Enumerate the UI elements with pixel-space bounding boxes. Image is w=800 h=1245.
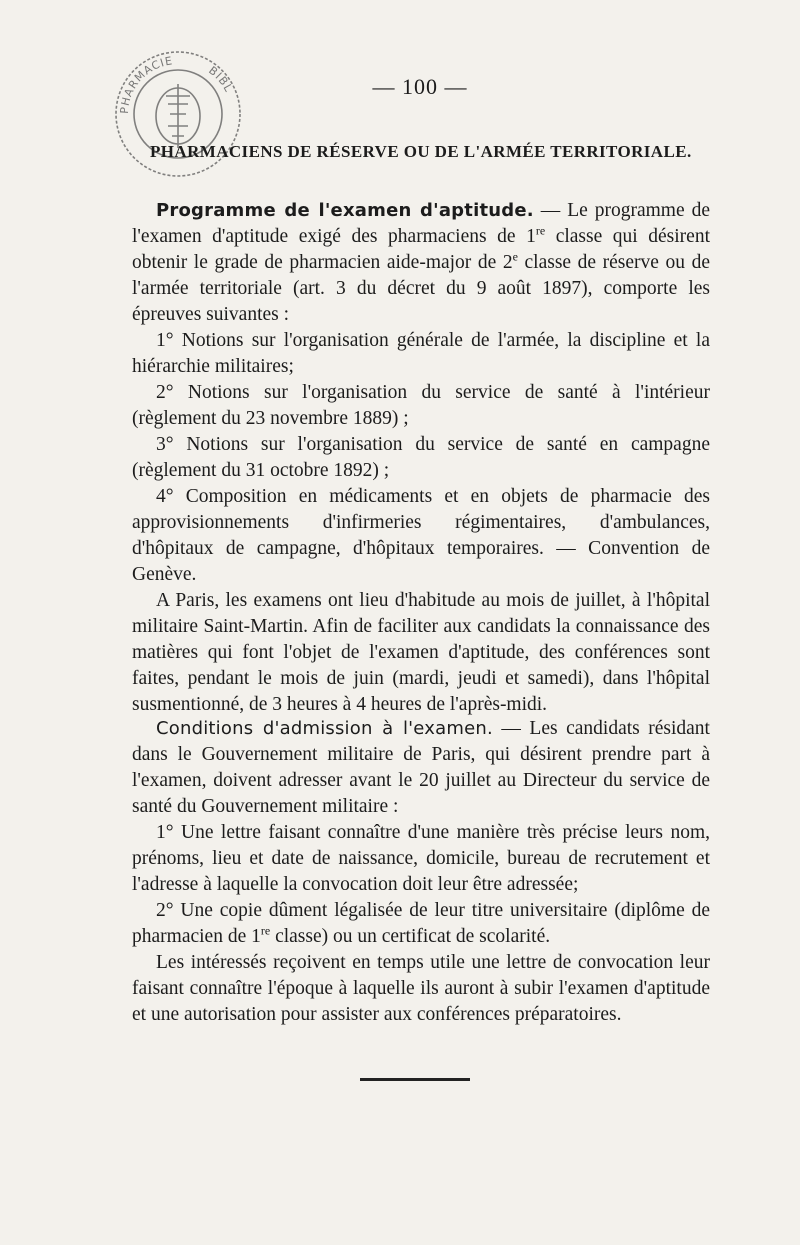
stamp-ring-text-left: PHARMACIE — [117, 54, 174, 115]
stamp-ring-text-right: BIBL — [206, 63, 236, 95]
programme-heading: Programme de l'examen d'aptitude. — [156, 200, 534, 221]
end-rule — [360, 1078, 470, 1081]
paris-paragraph: A Paris, les examens ont lieu d'habitude au mois de juillet, à l'hôpital militaire Saint-Martin. Afin de faciliter aux candidats la connaissance des matières qui font l'objet de l'examen d'aptitude, des conférences sont faites, pendant le mois de juin (mardi, jeudi et samedi), dans l'hôpital susmentionné, de 3 heures à 4 heures de l'après-midi. — [132, 590, 710, 715]
conditions-heading: Conditions d'admission à l'examen. — [156, 718, 493, 739]
list-item: 2° Notions sur l'organisation du service de santé à l'intérieur (règlement du 23 novembre 1889) ; — [132, 382, 710, 429]
list-item: 3° Notions sur l'organisation du service de santé en campagne (règlement du 31 octobre 1892) ; — [132, 434, 710, 481]
list-item: 1° Notions sur l'organisation générale de l'armée, la discipline et la hiérarchie militaires; — [132, 330, 710, 377]
list-item: 4° Composition en médicaments et en objets de pharmacie des approvisionnements d'infirmeries régimentaires, d'ambulances, d'hôpitaux de campagne, d'hôpitaux temporaires. — Convention de Genève. — [132, 486, 710, 585]
conditions-intro: Conditions d'admission à l'examen. — Les candidats résidant dans le Gouvernement militaire de Paris, qui désirent prendre part à l'examen, doivent adresser avant le 20 juillet au Directeur du service de santé du Gouvernement militaire : — [132, 718, 710, 817]
library-stamp-icon — [108, 44, 248, 184]
list-item: 2° Une copie dûment légalisée de leur titre universitaire (diplôme de pharmacien de 1re classe) ou un certificat de scolarité. — [132, 900, 710, 947]
section-title: PHARMACIENS DE RÉSERVE OU DE L'ARMÉE TERRITORIALE. — [150, 142, 692, 161]
programme-intro: Programme de l'examen d'aptitude. — Le programme de l'examen d'aptitude exigé des pharmaciens de 1re classe qui désirent obtenir le grade de pharmacien aide-major de 2e classe de réserve ou de l'armée territoriale (art. 3 du décret du 9 août 1897), comporte les épreuves suivantes : — [132, 200, 710, 325]
section-conditions — [132, 716, 710, 1028]
list-item: 1° Une lettre faisant connaître d'une manière très précise leurs nom, prénoms, lieu et date de naissance, domicile, bureau de recrutement et l'adresse à laquelle la convocation doit leur être adressée; — [132, 822, 710, 895]
page-number: — 100 — — [372, 74, 468, 99]
section-programme — [132, 198, 710, 718]
closing-paragraph: Les intéressés reçoivent en temps utile une lettre de convocation leur faisant connaître l'époque à laquelle ils auront à subir l'examen d'aptitude et une autorisation pour assister aux conférences préparatoires. — [132, 952, 710, 1025]
